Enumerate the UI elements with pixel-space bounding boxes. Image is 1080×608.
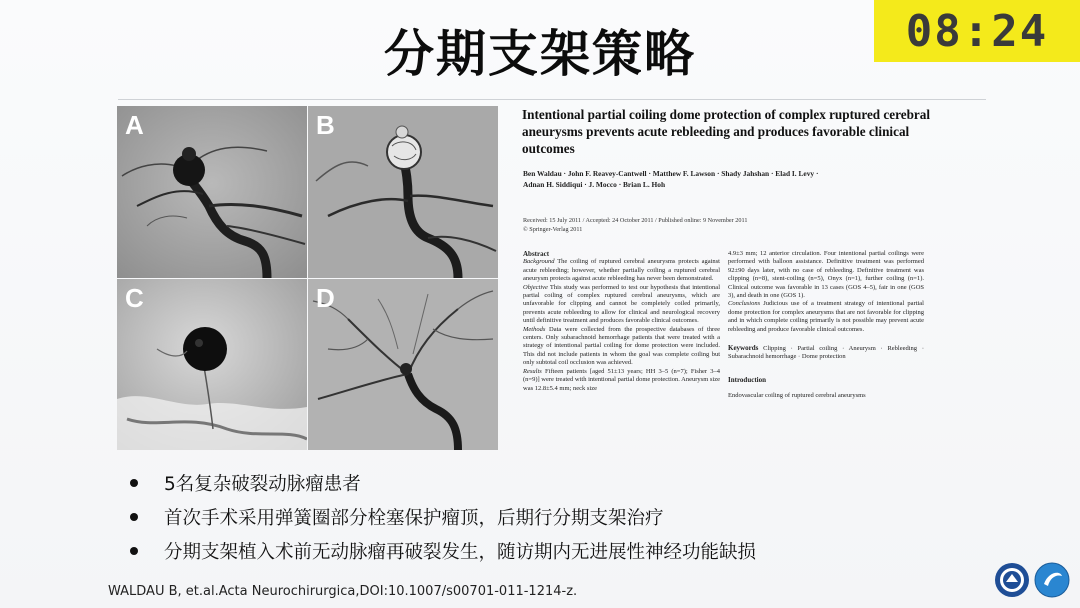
bullet-item: 分期支架植入术前无动脉瘤再破裂发生，随访期内无进展性神经功能缺损 [128, 534, 928, 568]
abstract-conclusions: Conclusions Judicious use of a treatment strategy of intentional partial dome protection for complex aneurysms that are not favorable for clipping and in which complete coiling primarily is not possible may prevent acute rebleeding and produce favorable clinical outcomes. [728, 300, 924, 333]
panel-label: A [125, 110, 144, 140]
bullet-list [128, 466, 928, 568]
abstract-results: Results Fifteen patients [aged 51±13 years; HH 3–5 (n=7); Fisher 3–4 (n=9)] were treated with intentional partial dome protection. Aneurysm size was 12.8±5.4 mm; neck size [523, 367, 721, 392]
bullet-dot-icon [130, 547, 138, 555]
paper-dates [523, 216, 943, 234]
bullet-item: 首次手术采用弹簧圈部分栓塞保护瘤顶，后期行分期支架治疗 [128, 500, 928, 534]
slide-title: 分期支架策略 [384, 25, 696, 83]
panel-label: B [316, 110, 335, 140]
paper-copyright: © Springer-Verlag 2011 [523, 226, 583, 233]
abstract-heading: Abstract [523, 250, 550, 258]
panel-a [117, 106, 307, 278]
paper-received: Received: 15 July 2011 / Accepted: 24 October 2011 / Published online: 9 November 2011 [523, 217, 748, 224]
abstract-left-column [523, 250, 720, 393]
paper-excerpt [510, 104, 978, 456]
hospital-logo-icon [1034, 562, 1070, 598]
citation: WALDAU B, et.al.Acta Neurochirurgica,DOI:10.1007/s00701-011-1214-z. [108, 584, 578, 599]
bullet-item: 5名复杂破裂动脉瘤患者 [128, 466, 928, 500]
panel-d [308, 279, 498, 450]
paper-authors: Ben Waldau · John F. Reavey-Cantwell · Matthew F. Lawson · Shady Jahshan · Elad I. Levy · Adnan H. Siddiqui · J. Mocco · Brian L. Hoh [523, 169, 819, 189]
timer: 08:24 [874, 0, 1080, 62]
keywords: Keywords Clipping · Partial coiling · Aneurysm · Rebleeding · Subarachnoid hemorrhage · Dome protection [728, 344, 924, 361]
abstract-right-column [728, 250, 924, 401]
abstract-background: Background The coiling of ruptured cerebral aneurysms protects against acute rebleeding; however, whether partially coiling a ruptured cerebral aneurysm protects against acute rebleeding has never been demonstrated. [523, 258, 720, 283]
paper-title: Intentional partial coiling dome protection of complex ruptured cerebral aneurysms prevents acute rebleeding and produces favorable clinical outcomes [522, 107, 931, 156]
introduction-text: Endovascular coiling of ruptured cerebral aneurysms [728, 392, 866, 400]
abstract-objective: Objective This study was performed to test our hypothesis that intentional partial coiling of complex ruptured cerebral aneurysms, which are unfavorable for clipping and cannot be completely coiled primarily, prevents acute rebleeding to allow for clinical and neurological recovery until definitive treatment and produces favorable clinical outcomes. [523, 283, 720, 325]
title-divider [118, 99, 986, 100]
panel-label: C [125, 283, 144, 313]
angiography-figure [117, 106, 498, 450]
bullet-dot-icon [130, 513, 138, 521]
panel-b [308, 106, 498, 278]
panel-label: D [316, 283, 335, 313]
panel-c [117, 279, 307, 450]
introduction-heading: Introduction [728, 375, 766, 384]
abstract-methods: Methods Data were collected from the prospective databases of three centers. Only subarachnoid hemorrhage patients that were treated with a strategy of intentional partial coiling for dome protection were included. This did not include patients in whom the goal was complete coiling but only subtotal coil occlusion was achieved. [523, 325, 720, 367]
bullet-dot-icon [130, 479, 138, 487]
abstract-results-continued: 4.9±3 mm; 12 anterior circulation. Four intentional partial coilings were performed with balloon assistance. Definitive treatment was performed 92±90 days later, with no case of rebleeding. Definitive treatment was clipping (n=8), stent-coiling (n=5), Onyx (n=1), further coiling (n=1). Clinical outcome was favorable in 13 cases (GOS 4–5), fair in one (GOS 3), and death in one (GOS 1). [728, 250, 924, 300]
university-seal-icon [994, 562, 1030, 598]
